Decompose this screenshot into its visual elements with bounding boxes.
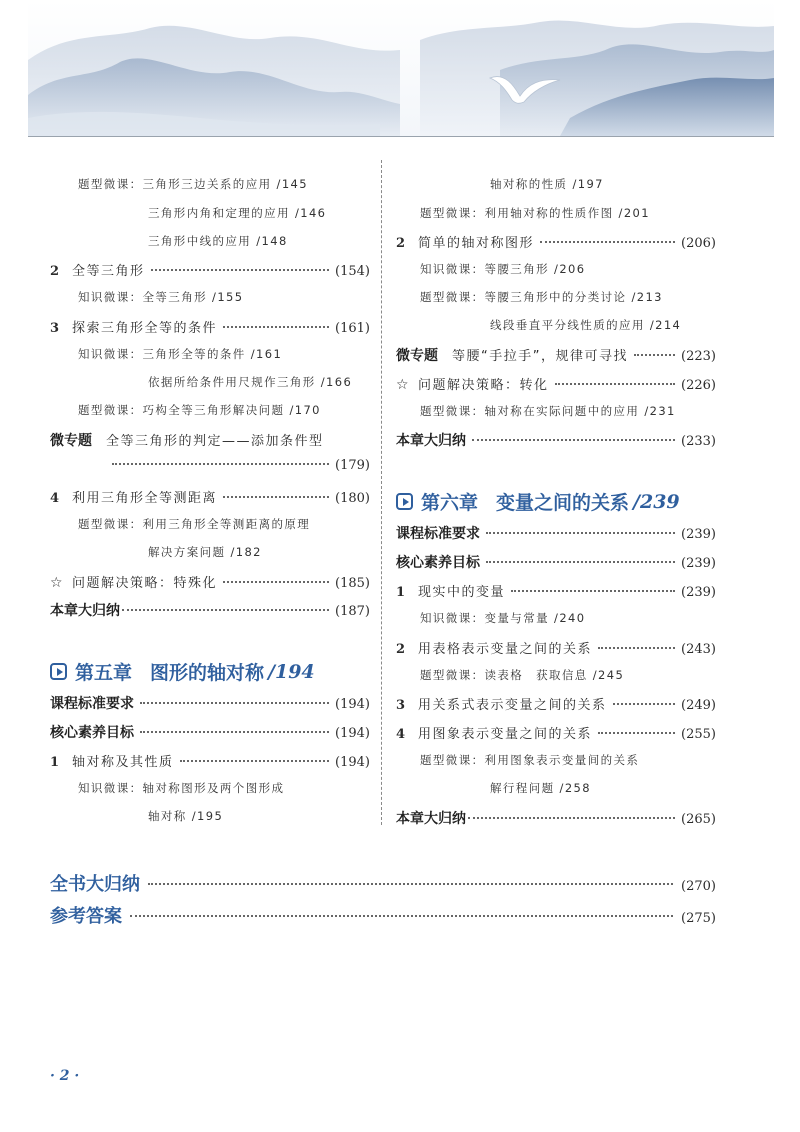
toc-c5-section-1[interactable]: 1 轴对称及其性质 (194) [50,755,370,770]
dot-leader [472,439,675,441]
dot-leader [511,590,675,592]
toc-sub-item[interactable]: 知识微课：全等三角形 /155 [78,290,244,304]
dot-leader [148,883,673,885]
toc-sub-item[interactable]: 题型微课：读表格 获取信息 /245 [420,668,625,682]
mountain-banner-image [0,0,800,140]
column-divider [381,160,382,825]
toc-sub-item[interactable]: 知识微课：轴对称图形及两个图形成 [78,781,285,795]
toc-section-3[interactable]: 3 探索三角形全等的条件 (161) [50,321,370,336]
toc-sub-item[interactable]: 轴对称的性质 /197 [490,177,604,191]
dot-leader [112,463,329,465]
toc-section-2[interactable]: 2 全等三角形 (154) [50,264,370,279]
dot-leader [223,326,329,328]
play-icon [50,663,67,680]
dot-leader [223,496,329,498]
dot-leader [122,609,329,611]
toc-micro-topic[interactable]: 微专题 全等三角形的判定——添加条件型 [50,433,324,449]
dot-leader [486,532,675,534]
toc-answers[interactable]: 参考答案 (275) [50,906,716,927]
toc-c6-section-1[interactable]: 1 现实中的变量 (239) [396,585,716,600]
toc-core-literacy[interactable]: 核心素养目标 (194) [50,725,370,741]
play-icon [396,493,413,510]
toc-book-summary[interactable]: 全书大归纳 (270) [50,874,716,895]
toc-sub-item[interactable]: 三角形中线的应用 /148 [148,234,288,248]
dot-leader [140,731,329,733]
toc-sub-item[interactable]: 题型微课：利用三角形全等测距离的原理 [78,517,311,531]
toc-sub-item[interactable]: 知识微课：等腰三角形 /206 [420,262,586,276]
toc-course-standards[interactable]: 课程标准要求 (194) [50,696,370,712]
dot-leader [223,581,329,583]
toc-chapter-summary[interactable]: 本章大归纳 (265) [396,811,716,827]
toc-sub-item[interactable]: 题型微课：轴对称在实际问题中的应用 /231 [420,404,676,418]
chapter-6-heading[interactable]: 第六章 变量之间的关系 /239 [396,488,680,515]
star-icon: ☆ [50,575,63,591]
toc-section-4[interactable]: 4 利用三角形全等测距离 (180) [50,491,370,506]
toc-sub-item[interactable]: 三角形内角和定理的应用 /146 [148,206,327,220]
star-icon: ☆ [396,377,409,393]
header-divider [28,136,774,137]
dot-leader [486,561,675,563]
dot-leader [140,702,329,704]
chapter-5-heading[interactable]: 第五章 图形的轴对称 /194 [50,658,315,685]
dot-leader [180,760,330,762]
dot-leader [151,269,330,271]
page-number: · 2 · [50,1068,80,1084]
toc-sub-item[interactable]: 线段垂直平分线性质的应用 /214 [490,318,682,332]
dot-leader [598,647,675,649]
toc-sub-item[interactable]: 依据所给条件用尺规作三角形 /166 [148,375,353,389]
toc-section-2[interactable]: 2 简单的轴对称图形 (206) [396,236,716,251]
dot-leader [613,703,676,705]
dot-leader [555,383,676,385]
toc-micro-topic-page[interactable]: (179) [112,458,370,473]
toc-c6-section-3[interactable]: 3 用关系式表示变量之间的关系 (249) [396,698,716,713]
toc-chapter-summary[interactable]: 本章大归纳 (187) [50,603,370,619]
toc-sub-item[interactable]: 题型微课：利用轴对称的性质作图 /201 [420,206,650,220]
toc-sub-item[interactable]: 知识微课：三角形全等的条件 /161 [78,347,283,361]
toc-core-literacy[interactable]: 核心素养目标 (239) [396,555,716,571]
toc-sub-item[interactable]: 题型微课：巧构全等三角形解决问题 /170 [78,403,321,417]
toc-strategy[interactable]: ☆ 问题解决策略：转化 (226) [396,377,716,393]
toc-chapter-summary[interactable]: 本章大归纳 (233) [396,433,716,449]
toc-sub-item[interactable]: 题型微课：利用图象表示变量间的关系 [420,753,640,767]
toc-sub-item[interactable]: 解决方案问题 /182 [148,545,262,559]
toc-sub-item[interactable]: 知识微课：变量与常量 /240 [420,611,586,625]
toc-c6-section-2[interactable]: 2 用表格表示变量之间的关系 (243) [396,642,716,657]
dot-leader [468,817,675,819]
toc-sub-item[interactable]: 轴对称 /195 [148,809,224,823]
toc-strategy[interactable]: ☆ 问题解决策略：特殊化 (185) [50,575,370,591]
dot-leader [130,915,673,917]
toc-sub-item[interactable]: 题型微课：三角形三边关系的应用 /145 [78,177,308,191]
toc-course-standards[interactable]: 课程标准要求 (239) [396,526,716,542]
dot-leader [634,354,675,356]
dot-leader [540,241,675,243]
toc-c6-section-4[interactable]: 4 用图象表示变量之间的关系 (255) [396,727,716,742]
toc-sub-item[interactable]: 题型微课：等腰三角形中的分类讨论 /213 [420,290,663,304]
toc-micro-topic[interactable]: 微专题 等腰“手拉手”，规律可寻找 (223) [396,348,716,364]
toc-sub-item[interactable]: 解行程问题 /258 [490,781,591,795]
dot-leader [598,732,675,734]
